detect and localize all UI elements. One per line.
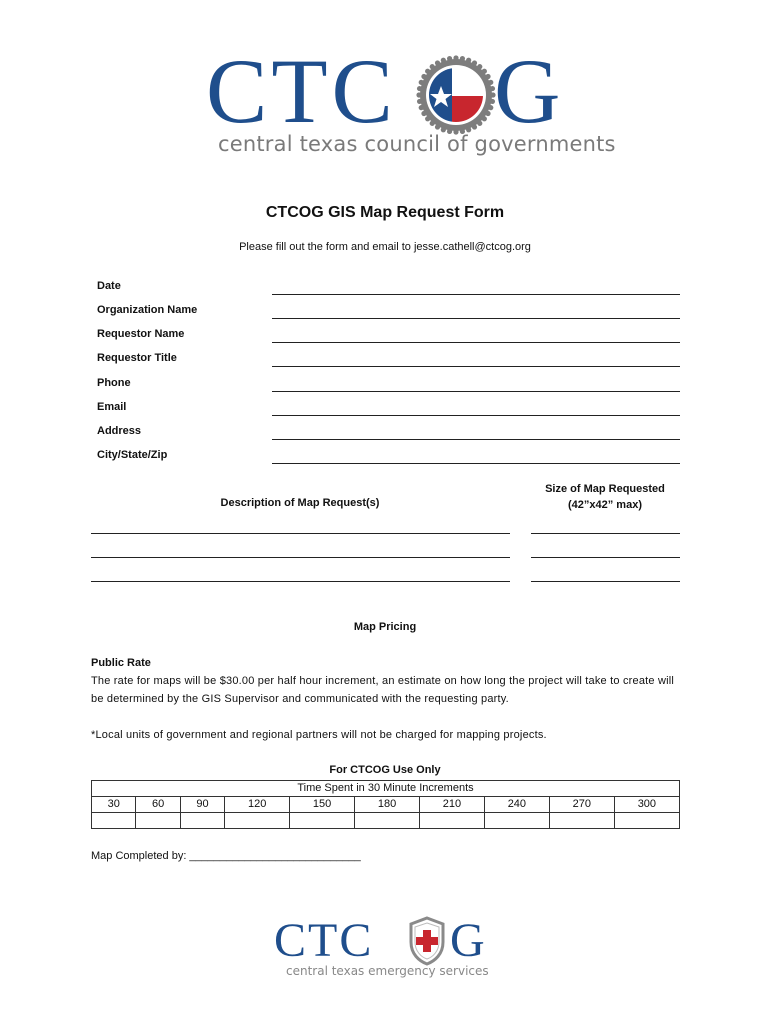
increment-header: 270 [549, 797, 614, 813]
increment-checkbox[interactable] [290, 813, 355, 829]
map-size-line-1[interactable] [531, 533, 680, 534]
field-label: City/State/Zip [97, 449, 168, 461]
increment-header: 180 [355, 797, 420, 813]
field-line[interactable] [272, 318, 680, 319]
field-line[interactable] [272, 463, 680, 464]
map-size-label-line2: (42”x42” max) [568, 499, 642, 511]
map-size-label-line1: Size of Map Requested [545, 483, 665, 495]
logo-letters: CTC [206, 40, 397, 142]
map-size-line-3[interactable] [531, 581, 680, 582]
increment-header: 30 [92, 797, 136, 813]
government-note: *Local units of government and regional partners will not be charged for mapping projects. [91, 729, 547, 741]
increment-header: 90 [180, 797, 224, 813]
table-row [92, 813, 680, 829]
description-line-3[interactable] [91, 581, 510, 582]
ctcog-logo [206, 40, 616, 160]
field-label: Email [97, 401, 127, 413]
field-label: Requestor Name [97, 328, 185, 340]
map-size-line-2[interactable] [531, 557, 680, 558]
increment-header: 240 [484, 797, 549, 813]
texas-seal-icon [416, 55, 496, 135]
map-completed-by[interactable]: Map Completed by: ____________________________ [91, 850, 361, 862]
increment-checkbox[interactable] [419, 813, 484, 829]
description-label: Description of Map Request(s) [220, 497, 380, 509]
field-label: Organization Name [97, 304, 198, 316]
map-size-label [530, 481, 680, 513]
increment-header: 210 [419, 797, 484, 813]
increment-checkbox[interactable] [549, 813, 614, 829]
field-line[interactable] [272, 439, 680, 440]
description-line-2[interactable] [91, 557, 510, 558]
field-line[interactable] [272, 391, 680, 392]
logo-letter-g: G [494, 40, 561, 142]
city-state-zip-field[interactable] [97, 449, 680, 467]
ctcog-emergency-logo [274, 914, 504, 984]
logo-tagline: central texas emergency services [286, 964, 489, 978]
logo-tagline: central texas council of governments [218, 132, 616, 156]
description-line-1[interactable] [91, 533, 510, 534]
organization-name-field[interactable] [97, 304, 680, 322]
time-increment-title: Time Spent in 30 Minute Increments [92, 781, 680, 797]
date-field[interactable] [97, 280, 680, 298]
increment-checkbox[interactable] [92, 813, 136, 829]
office-use-heading: For CTCOG Use Only [329, 764, 441, 776]
increment-header: 120 [225, 797, 290, 813]
field-label: Address [97, 425, 142, 437]
address-field[interactable] [97, 425, 680, 443]
requestor-title-field[interactable] [97, 352, 680, 370]
increment-header: 150 [290, 797, 355, 813]
table-row [92, 797, 680, 813]
increment-checkbox[interactable] [355, 813, 420, 829]
page-subtitle: Please fill out the form and email to jesse.cathell@ctcog.org [239, 241, 531, 253]
map-pricing-heading: Map Pricing [353, 621, 417, 633]
page-title: CTCOG GIS Map Request Form [265, 204, 505, 221]
medical-shield-icon [407, 916, 447, 966]
increment-header: 300 [614, 797, 679, 813]
logo-letter-g: G [450, 914, 485, 967]
field-label: Date [97, 280, 121, 292]
field-line[interactable] [272, 342, 680, 343]
field-label: Requestor Title [97, 352, 177, 364]
field-label: Phone [97, 377, 131, 389]
phone-field[interactable] [97, 377, 680, 395]
logo-letters: CTC [274, 914, 374, 967]
increment-checkbox[interactable] [614, 813, 679, 829]
field-line[interactable] [272, 415, 680, 416]
requestor-name-field[interactable] [97, 328, 680, 346]
field-line[interactable] [272, 366, 680, 367]
email-field[interactable] [97, 401, 680, 419]
increment-checkbox[interactable] [180, 813, 224, 829]
time-increment-table [91, 780, 680, 829]
increment-checkbox[interactable] [225, 813, 290, 829]
increment-checkbox[interactable] [484, 813, 549, 829]
field-line[interactable] [272, 294, 680, 295]
increment-checkbox[interactable] [136, 813, 180, 829]
public-rate-text: The rate for maps will be $30.00 per half hour increment, an estimate on how long the project will take to create will be determined by the GIS Supervisor and communicated with the requesting party. [91, 675, 675, 705]
public-rate-heading: Public Rate [91, 657, 151, 669]
increment-header: 60 [136, 797, 180, 813]
